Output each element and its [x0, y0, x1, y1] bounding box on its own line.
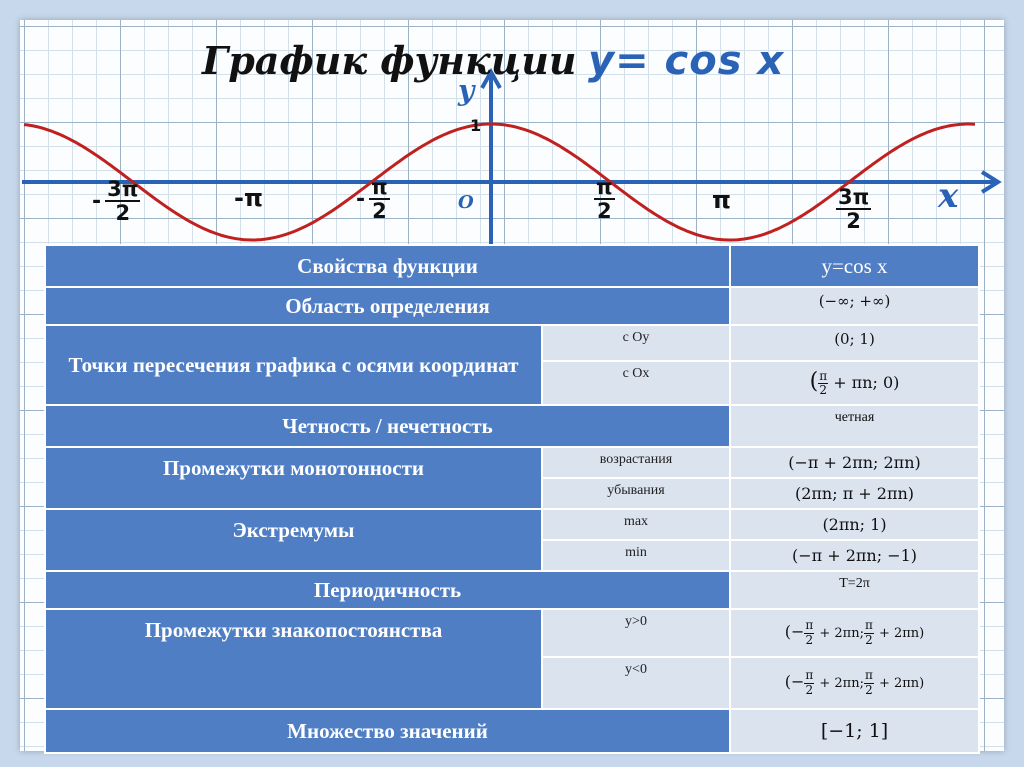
y-axis-label: y: [458, 74, 475, 107]
interval-num: π: [805, 668, 814, 683]
negative-value: [730, 657, 979, 709]
positive-label: y>0: [542, 609, 730, 657]
interval-open: (−: [784, 622, 805, 642]
header-value: y=cos x: [730, 245, 979, 287]
table-row-period: [45, 571, 979, 609]
x-axis-label: x: [938, 176, 959, 216]
oy-value: (0; 1): [730, 325, 979, 361]
table-row-intersection-oy: [45, 325, 979, 361]
origin-label: O: [458, 192, 474, 213]
domain-label: Область определения: [45, 287, 730, 325]
header-label: Свойства функции: [45, 245, 730, 287]
oy-label: с Оу: [542, 325, 730, 361]
interval-den: 2: [805, 632, 814, 647]
tick-pi: π: [712, 186, 731, 214]
page-title: График функции: [202, 38, 577, 83]
min-value: (−π + 2πn; −1): [730, 540, 979, 571]
tick-num: π: [371, 175, 388, 199]
ox-rest: + πn; 0): [833, 372, 900, 392]
tick-neg-pi: -π: [234, 184, 263, 212]
tick-sign: -: [356, 186, 366, 212]
ox-num: π: [819, 368, 828, 383]
parity-value: четная: [730, 405, 979, 447]
interval-open: (−: [784, 672, 805, 692]
table-row-header: [45, 245, 979, 287]
tick-pi-2: [594, 176, 615, 222]
ox-open: (: [809, 368, 819, 394]
tick-den: 2: [372, 199, 387, 224]
max-value: (2πn; 1): [730, 509, 979, 540]
tick-den: 2: [597, 199, 612, 224]
table-row-increase: [45, 447, 979, 478]
tick-3pi-2: [836, 186, 871, 232]
table-row-max: [45, 509, 979, 540]
properties-table: [44, 244, 980, 754]
tick-den: 2: [846, 209, 861, 234]
interval-num: π: [864, 618, 873, 633]
sign-label: Промежутки знакопостоянства: [45, 609, 542, 709]
ox-value: [730, 361, 979, 405]
function-formula: y= cos x: [588, 38, 785, 84]
negative-label: y<0: [542, 657, 730, 709]
interval-num: π: [805, 618, 814, 633]
monotonicity-label: Промежутки монотонности: [45, 447, 542, 509]
decrease-value: (2πn; π + 2πn): [730, 478, 979, 509]
table-row-positive: [45, 609, 979, 657]
range-label: Множество значений: [45, 709, 730, 753]
y-one-label: 1: [470, 116, 482, 135]
table-row-domain: [45, 287, 979, 325]
interval-end: + 2πn): [878, 626, 925, 642]
tick-neg-3pi-2: [92, 178, 140, 224]
period-label: Периодичность: [45, 571, 730, 609]
tick-neg-pi-2: [356, 176, 390, 222]
min-label: min: [542, 540, 730, 571]
interval-num: π: [864, 668, 873, 683]
tick-num: 3π: [107, 177, 139, 201]
decrease-label: убывания: [542, 478, 730, 509]
parity-label: Четность / нечетность: [45, 405, 730, 447]
increase-label: возрастания: [542, 447, 730, 478]
interval-mid: + 2πn;: [819, 676, 864, 692]
domain-value: (−∞; +∞): [730, 287, 979, 325]
interval-den: 2: [865, 632, 873, 647]
interval-mid: + 2πn;: [819, 626, 864, 642]
tick-num: 3π: [838, 185, 870, 209]
tick-den: 2: [115, 201, 131, 226]
intersections-label: Точки пересечения графика с осями координат: [45, 325, 542, 405]
ox-den: 2: [819, 382, 827, 397]
extrema-label: Экстремумы: [45, 509, 542, 571]
tick-sign: -: [92, 188, 102, 214]
table-row-parity: [45, 405, 979, 447]
period-value: Т=2π: [730, 571, 979, 609]
positive-value: [730, 609, 979, 657]
interval-den: 2: [865, 682, 873, 697]
tick-num: π: [596, 175, 613, 199]
table-row-range: [45, 709, 979, 753]
ox-label: с Ох: [542, 361, 730, 405]
interval-den: 2: [805, 682, 814, 697]
increase-value: (−π + 2πn; 2πn): [730, 447, 979, 478]
max-label: max: [542, 509, 730, 540]
interval-end: + 2πn): [878, 676, 925, 692]
range-value: [−1; 1]: [730, 709, 979, 753]
